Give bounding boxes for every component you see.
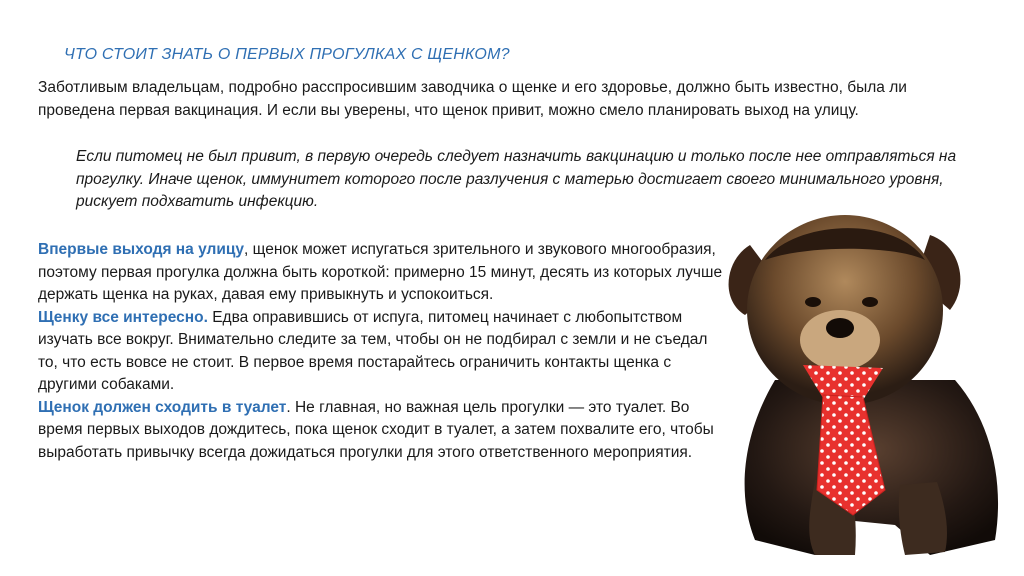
tip-highlight-3: Щенок должен сходить в туалет [38, 398, 287, 416]
puppy-right-leg [899, 482, 947, 555]
tip-paragraph-2 [38, 307, 728, 397]
puppy-right-eye [862, 297, 878, 307]
tip-text-3: . Не главная, но важная цель прогулки — это туалет. Во время первых выходов дождитесь, пока щенок сходит в туалет, а затем похвалите его, чтобы выработать привычку всегда дожидаться прогулки для этого ответственного мероприятия. [38, 398, 714, 461]
tip-text-1: , щенок может испугаться зрительного и звукового многообразия, поэтому первая прогулка должна быть короткой: примерно 15 минут, десять из которых лучше держать щенка на руках, давая ему привыкнуть и успокоиться. [38, 241, 723, 303]
puppy-left-eye [805, 297, 821, 307]
tips-body [38, 239, 728, 464]
tip-text-2: Едва оправившись от испуга, питомец начинает с любопытством изучать все вокруг. Внимательно следите за тем, чтобы он не подбирал с земли и не съедал то, что есть вовсе не стоит. В первое время постарайтесь ограничить контакты щенка с другими собаками. [38, 308, 708, 393]
tip-paragraph-3 [38, 397, 728, 465]
quote-paragraph: Если питомец не был привит, в первую очередь следует назначить вакцинацию и только после нее отправляться на прогулку. Иначе щенок, иммунитет которого после разлучения с матерью достигает своего минимального уровня, рискует подхватить инфекцию. [76, 148, 957, 210]
puppy-nose [826, 318, 854, 338]
slide-title: ЧТО СТОИТ ЗНАТЬ О ПЕРВЫХ ПРОГУЛКАХ С ЩЕНКОМ? [64, 46, 510, 63]
tip-paragraph-1 [38, 239, 728, 307]
tip-highlight-2: Щенку все интересно. [38, 308, 208, 326]
intro-paragraph: Заботливым владельцам, подробно расспросившим заводчика о щенке и его здоровье, должно быть известно, была ли проведена первая вакцинация. И если вы уверены, что щенок привит, можно смело планировать выход на улицу. [38, 79, 907, 119]
puppy-illustration [705, 190, 1015, 570]
tip-highlight-1: Впервые выходя на улицу [38, 241, 245, 258]
